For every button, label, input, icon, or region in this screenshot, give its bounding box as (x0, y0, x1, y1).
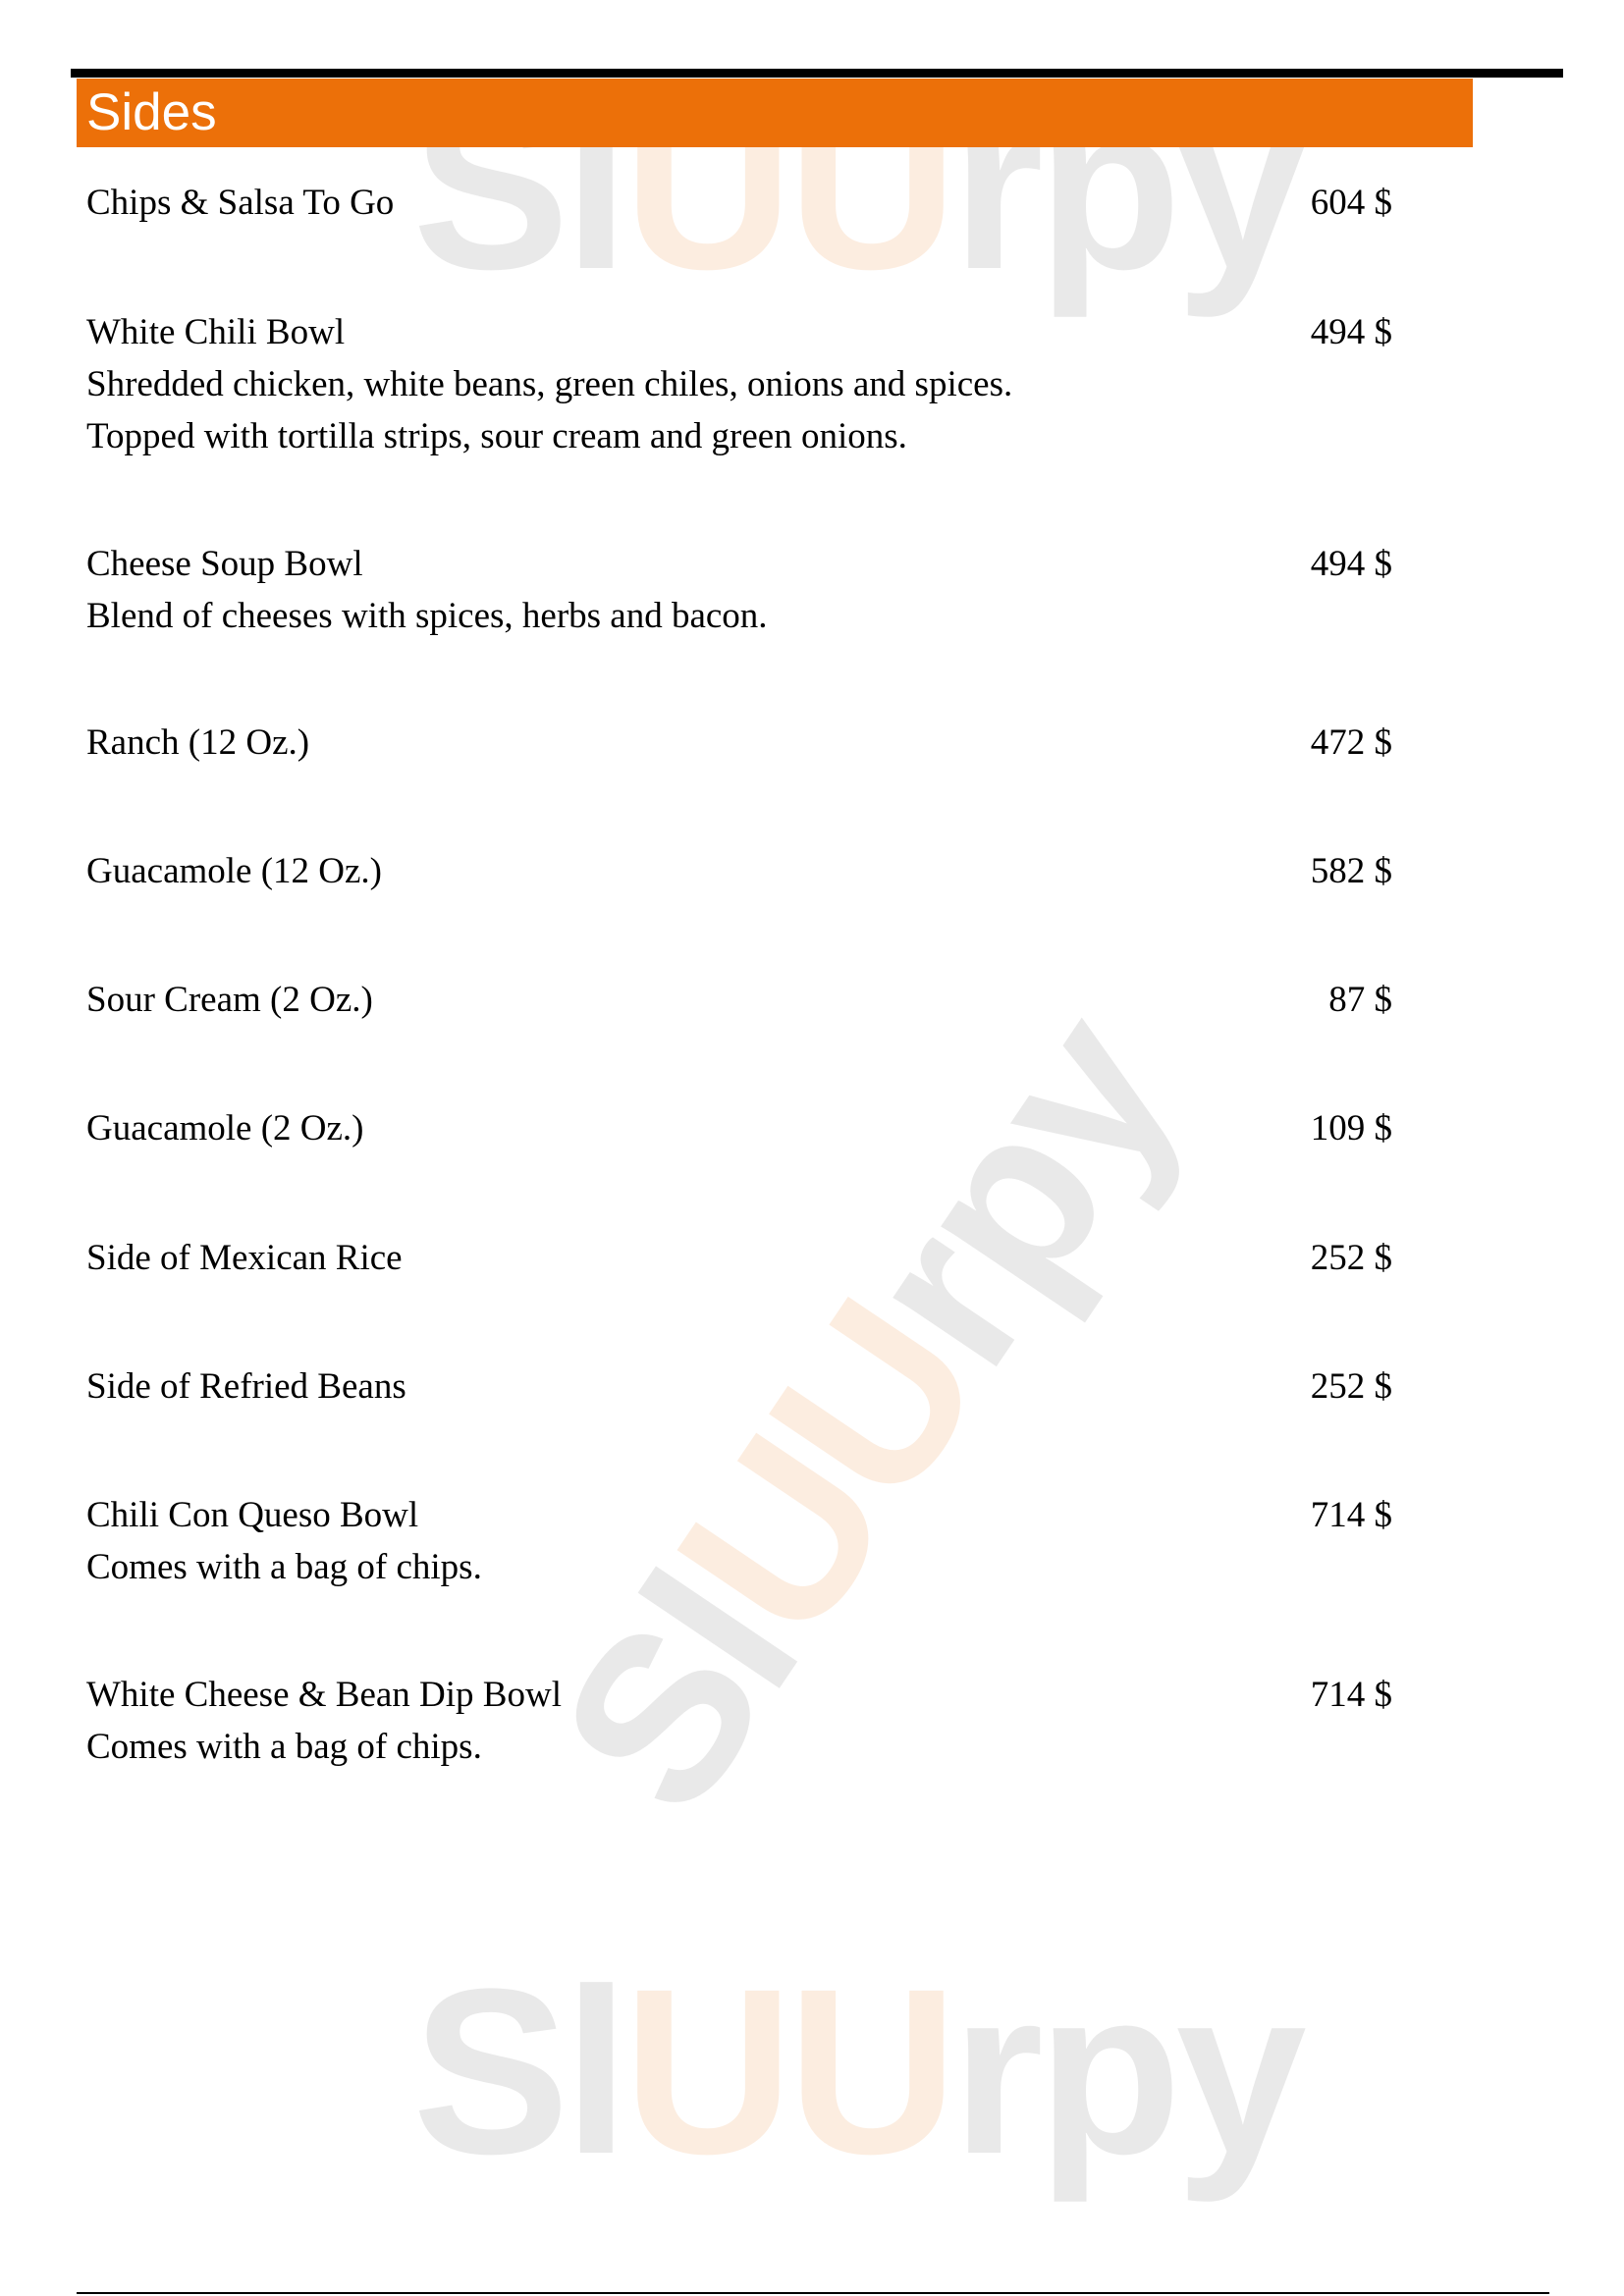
menu-item (86, 1361, 1392, 1413)
menu-item-description: Comes with a bag of chips. (86, 1727, 482, 1767)
top-divider (71, 69, 1563, 78)
watermark-text-part: Sl (412, 55, 623, 318)
menu-item (86, 717, 1392, 769)
menu-item-name: White Chili Bowl (86, 312, 346, 352)
menu-item-name: Guacamole (2 Oz.) (86, 1108, 364, 1148)
menu-item-name: Guacamole (12 Oz.) (86, 851, 383, 891)
menu-item-description: Comes with a bag of chips. (86, 1547, 482, 1587)
watermark-text-part: Sl (412, 1940, 623, 2203)
bottom-divider (77, 2292, 1549, 2294)
menu-item (86, 306, 1392, 462)
menu-item (86, 538, 1392, 642)
menu-item-description: Topped with tortilla strips, sour cream and green onions. (86, 416, 907, 456)
menu-item-price: 472 $ (1310, 722, 1392, 763)
menu-item-price: 109 $ (1310, 1108, 1392, 1148)
watermark-text-part: Sl (509, 1533, 845, 1856)
menu-item-name: Side of Refried Beans (86, 1366, 406, 1407)
menu-item-price: 494 $ (1310, 544, 1392, 584)
menu-item-price: 252 $ (1310, 1238, 1392, 1278)
menu-item-description: Shredded chicken, white beans, green chiles, onions and spices. (86, 364, 1013, 404)
menu-item-price: 252 $ (1310, 1366, 1392, 1407)
sluurpy-watermark-logo (412, 1940, 1301, 2203)
watermark-text-part: rpy (951, 1940, 1301, 2203)
menu-item-name: Sour Cream (2 Oz.) (86, 980, 373, 1020)
menu-item-description: Blend of cheeses with spices, herbs and bacon. (86, 596, 768, 636)
menu-item-price: 604 $ (1310, 183, 1392, 223)
menu-item-price: 494 $ (1310, 312, 1392, 352)
menu-item-name: Ranch (12 Oz.) (86, 722, 310, 763)
menu-item (86, 1669, 1392, 1773)
watermark-text-part: UU (623, 1940, 952, 2203)
watermark-text-part: rpy (951, 55, 1301, 318)
menu-item-name: Cheese Soup Bowl (86, 544, 363, 584)
watermark-text-part: rpy (810, 971, 1224, 1409)
menu-item-price: 582 $ (1310, 851, 1392, 891)
menu-item-name: Side of Mexican Rice (86, 1238, 403, 1278)
section-title: Sides (86, 83, 217, 141)
menu-item-price: 87 $ (1328, 980, 1392, 1020)
menu-item-name: Chips & Salsa To Go (86, 183, 395, 223)
section-header (77, 79, 1473, 147)
watermark-text-part: UU (626, 1260, 1029, 1681)
menu-item-name: Chili Con Queso Bowl (86, 1495, 419, 1535)
menu-item (86, 1232, 1392, 1284)
menu-item (86, 1489, 1392, 1593)
menu-item (86, 845, 1392, 897)
watermark-text-part: UU (623, 55, 952, 318)
menu-item-price: 714 $ (1310, 1675, 1392, 1715)
menu-item (86, 177, 1392, 229)
menu-item (86, 974, 1392, 1026)
menu-item-name: White Cheese & Bean Dip Bowl (86, 1675, 562, 1715)
menu-item-price: 714 $ (1310, 1495, 1392, 1535)
menu-item (86, 1102, 1392, 1154)
